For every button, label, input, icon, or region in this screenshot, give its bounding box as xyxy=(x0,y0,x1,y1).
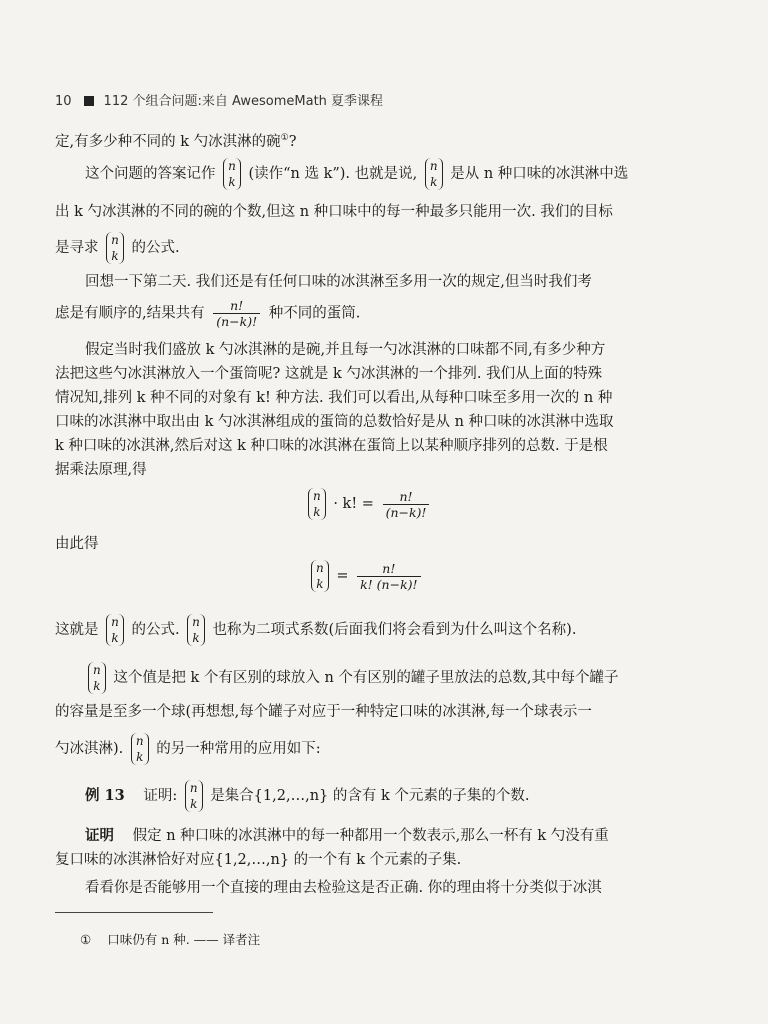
footnote-ref: ① xyxy=(280,133,289,143)
text-line: 由此得 xyxy=(55,536,99,552)
text-line: n k 这个值是把 k 个有区别的球放入 n 个有区别的罐子里放法的总数,其中每个罐子 xyxy=(85,662,619,694)
header-square-icon xyxy=(84,96,94,106)
text-line: 据乘法原理,得 xyxy=(55,462,147,478)
footnote: ① 口味仍有 n 种. —— 译者注 xyxy=(80,932,261,947)
text-line: 法把这些勺冰淇淋放入一个蛋筒呢? 这就是 k 勺冰淇淋的一个排列. 我们从上面的特殊 xyxy=(55,366,603,382)
proof-line: 证明 假定 n 种口味的冰淇淋中的每一种都用一个数表示,那么一杯有 k 勺没有重 xyxy=(85,827,609,844)
binomial: n k xyxy=(106,232,124,264)
text-line: 出 k 勺冰淇淋的不同的碗的个数,但这 n 种口味中的每一种最多只能用一次. 我们的目标 xyxy=(55,204,613,220)
text-line: 假定当时我们盛放 k 勺冰淇淋的是碗,并且每一勺冰淇淋的口味都不同,有多少种方 xyxy=(85,342,606,358)
binomial: n k xyxy=(187,614,205,646)
binomial: n k xyxy=(131,733,149,765)
fraction: $\frac{n!}{(n-k)!}$ xyxy=(383,489,430,520)
fraction: $\frac{n!}{k! (n-k)!}$ xyxy=(357,561,420,592)
footnote-rule xyxy=(55,912,213,913)
text-line: 是寻求 n k 的公式. xyxy=(55,233,180,263)
fraction: $\frac{n!}{(n-k)!}$ xyxy=(213,298,260,329)
text-line: 这就是 n k 的公式. n k 也称为二项式系数(后面我们将会看到为什么叫这个名称). xyxy=(55,615,577,645)
text-line: k 种口味的冰淇淋,然后对这 k 种口味的冰淇淋在蛋筒上以某种顺序排列的总数. 于是根 xyxy=(55,438,608,454)
proof-label: 证明 xyxy=(85,827,114,844)
text-line: 虑是有顺序的,结果共有 $\frac{n!}{(n-k)!}$ 种不同的蛋筒. xyxy=(55,298,361,329)
binomial: n k xyxy=(106,614,124,646)
text-line: 复口味的冰淇淋恰好对应{1,2,…,n} 的一个有 k 个元素的子集. xyxy=(55,852,462,868)
page-number: 10 xyxy=(55,94,72,109)
book-title: 112 个组合问题:来自 AwesomeMath 夏季课程 xyxy=(103,94,384,109)
text-line: 情况知,排列 k 种不同的对象有 k! 种方法. 我们可以看出,从每种口味至多用一次的 n 种 xyxy=(55,390,613,406)
running-header xyxy=(55,90,383,109)
display-equation: n k · k! = $\frac{n!}{(n-k)!}$ xyxy=(305,488,433,520)
binomial: n k xyxy=(185,780,203,812)
example-13: 例 13 证明: n k 是集合{1,2,…,n} 的含有 k 个元素的子集的个数. xyxy=(85,781,530,811)
binomial: n k xyxy=(88,662,106,694)
binomial: n k xyxy=(308,488,326,520)
text-line: 看看你是否能够用一个直接的理由去检验这是否正确. 你的理由将十分类似于冰淇 xyxy=(85,880,602,896)
text-line: 这个问题的答案记作 n k (读作“n 选 k”). 也就是说, n k 是从 n 种口味的冰淇淋中选 xyxy=(85,159,629,189)
binomial: n k xyxy=(311,560,329,592)
binomial: n k xyxy=(425,158,443,190)
text-line: 定,有多少种不同的 k 勺冰淇淋的碗①? xyxy=(55,133,297,150)
text-line: 勺冰淇淋). n k 的另一种常用的应用如下: xyxy=(55,734,321,764)
text-line: 口味的冰淇淋中取出由 k 勺冰淇淋组成的蛋筒的总数恰好是从 n 种口味的冰淇淋中选取 xyxy=(55,414,614,430)
text-line: 的容量是至多一个球(再想想,每个罐子对应于一种特定口味的冰淇淋,每一个球表示一 xyxy=(55,704,592,720)
example-label: 例 13 xyxy=(85,787,125,804)
display-equation: n k = $\frac{n!}{k! (n-k)!}$ xyxy=(308,560,425,592)
binomial: n k xyxy=(223,158,241,190)
text-line: 回想一下第二天. 我们还是有任何口味的冰淇淋至多用一次的规定,但当时我们考 xyxy=(85,274,592,290)
